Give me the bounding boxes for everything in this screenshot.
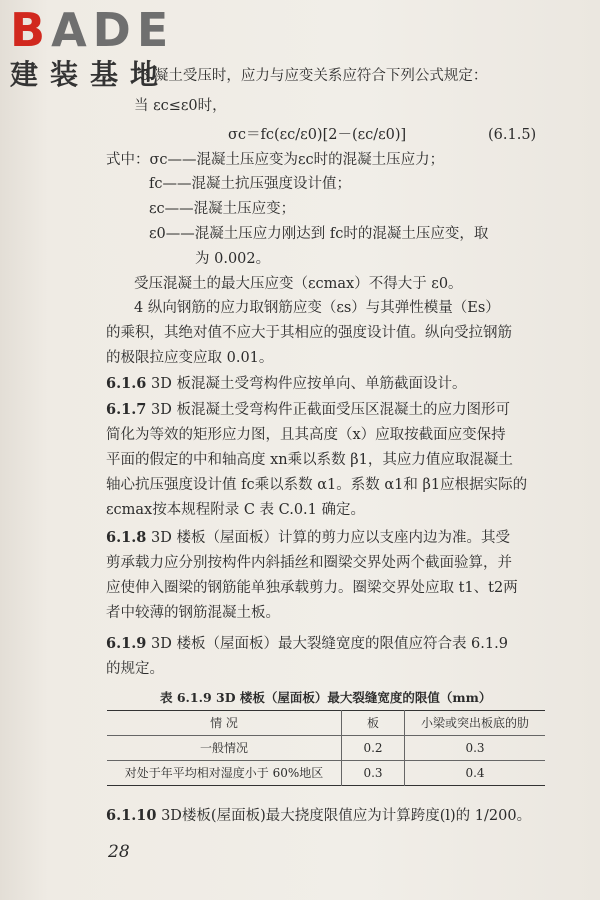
- crack-width-table: [107, 710, 545, 786]
- clause-number: 6.1.7: [106, 401, 147, 418]
- table-header-cell: 情 况: [107, 711, 342, 736]
- text-line: 式中：σc——混凝土压应变为εc时的混凝土压应力；: [106, 152, 445, 168]
- logo-subtitle: 建装基地: [10, 58, 171, 91]
- text-line: εc——混凝土压应变；: [149, 201, 296, 217]
- table-cell: 0.3: [342, 761, 405, 786]
- logo-brand-rest: ADE: [51, 3, 175, 57]
- table-row: [107, 761, 545, 786]
- text-line: ε0——混凝土压应力刚达到 fc时的混凝土压应变，取: [149, 226, 489, 242]
- clause-6-1-7: [106, 400, 510, 420]
- table-header-cell: 小梁或突出板底的肋: [405, 711, 546, 736]
- table-caption: 表 6.1.9 3D 楼板（屋面板）最大裂缝宽度的限值（mm）: [160, 690, 492, 705]
- text-line: 3 凝土受压时，应力与应变关系应符合下列公式规定：: [140, 68, 488, 84]
- table-cell: 0.4: [405, 761, 546, 786]
- table-cell: 0.3: [405, 736, 546, 761]
- clause-6-1-8: [106, 528, 510, 548]
- clause-text: 3D楼板(屋面板)最大挠度限值应为计算跨度(l)的 1/200。: [161, 808, 532, 824]
- table-header-cell: 板: [342, 711, 405, 736]
- text-line: fc——混凝土抗压强度设计值；: [149, 176, 351, 192]
- clause-number: 6.1.6: [106, 375, 147, 392]
- table-cell: 0.2: [342, 736, 405, 761]
- clause-text: 3D 楼板（屋面板）最大裂缝宽度的限值应符合表 6.1.9: [150, 636, 508, 652]
- text-line: 应使伸入圈梁的钢筋能单独承载剪力。圈梁交界处应取 t1、t2两: [106, 580, 518, 596]
- page-number: 28: [108, 842, 130, 862]
- clause-number: 6.1.8: [106, 529, 147, 546]
- table-cell: 对处于年平均相对湿度小于 60%地区: [107, 761, 342, 786]
- text-line: 的乘积，其绝对值不应大于其相应的强度设计值。纵向受拉钢筋: [106, 325, 512, 341]
- text-line: 简化为等效的矩形应力图，且其高度（x）应取按截面应变保持: [106, 427, 506, 443]
- clause-text: 3D 板混凝土受弯构件应按单向、单筋截面设计。: [150, 376, 467, 392]
- text-line: εcmax按本规程附录 C 表 C.0.1 确定。: [106, 502, 365, 518]
- clause-number: 6.1.10: [106, 807, 157, 824]
- text-line: 受压混凝土的最大压应变（εcmax）不得大于 ε0。: [134, 276, 463, 292]
- equation-number: (6.1.5): [488, 127, 537, 143]
- table-cell: 一般情况: [107, 736, 342, 761]
- text-line: 剪承载力应分别按构件内斜插丝和圈梁交界处两个截面验算，并: [106, 555, 512, 571]
- text-line: 的规定。: [106, 661, 164, 677]
- text-line: 4 纵向钢筋的应力取钢筋应变（εs）与其弹性模量（Es）: [134, 300, 500, 316]
- table-row: [107, 736, 545, 761]
- clause-number: 6.1.9: [106, 635, 147, 652]
- clause-6-1-9: [106, 634, 508, 654]
- logo-brand-b: B: [10, 3, 52, 57]
- text-line: 轴心抗压强度设计值 fc乘以系数 α1。系数 α1和 β1应根据实际的: [106, 477, 528, 493]
- text-line: 当 εc≤ε0时，: [134, 98, 227, 114]
- formula: σc＝fc(εc/ε0)[2－(εc/ε0)]: [228, 127, 407, 143]
- clause-text: 3D 楼板（屋面板）计算的剪力应以支座内边为准。其受: [150, 530, 510, 546]
- logo-brand: [10, 4, 200, 56]
- text-line: 为 0.002。: [195, 251, 271, 267]
- clause-6-1-10: [106, 806, 531, 826]
- text-line: 者中较薄的钢筋混凝土板。: [106, 605, 280, 621]
- text-line: 的极限拉应变应取 0.01。: [106, 350, 274, 366]
- clause-text: 3D 板混凝土受弯构件正截面受压区混凝土的应力图形可: [150, 402, 510, 418]
- text-line: 平面的假定的中和轴高度 xn乘以系数 β1，其应力值应取混凝土: [106, 452, 513, 468]
- table-header-row: [107, 711, 545, 736]
- clause-6-1-6: [106, 374, 466, 394]
